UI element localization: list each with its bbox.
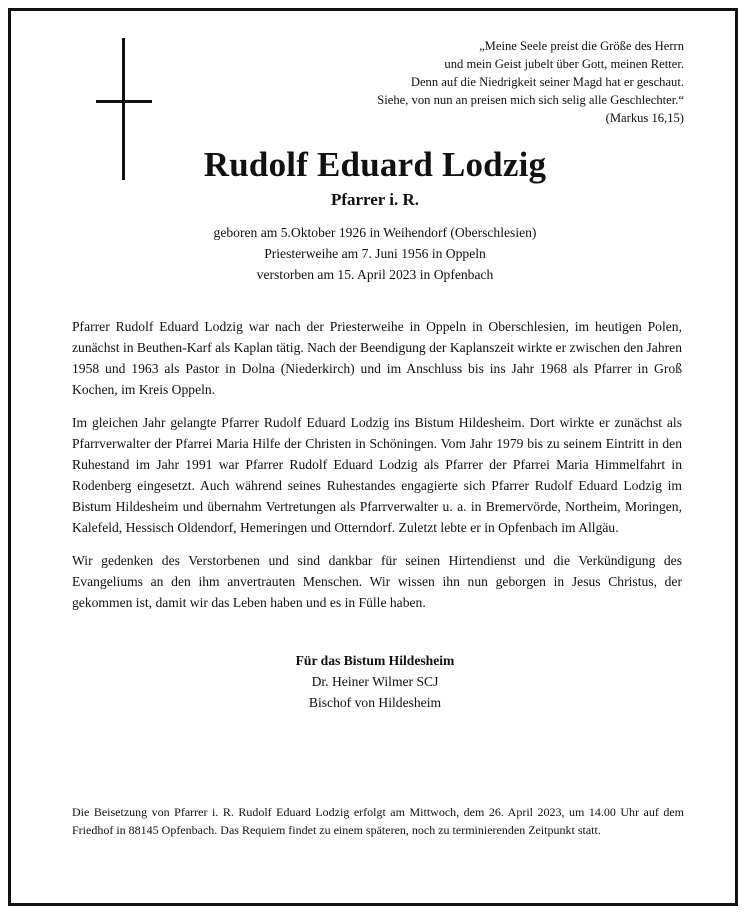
paragraph: Im gleichen Jahr gelangte Pfarrer Rudolf Eduard Lodzig ins Bistum Hildesheim. Dort wirkte er zunächst als Pfarrverwalter der Pfarrei Maria Hilfe der Christen in Schöningen. Vom Jahr 1979 bis zu seinem Eintritt in den Ruhestand im Jahr 1991 war Pfarrer Rudolf Eduard Lodzig als Pfarrer der Pfarrei Maria Himmelfahrt in Rodenberg eingesetzt. Auch während seines Ruhestandes engagierte sich Pfarrer Rudolf Eduard Lodzig im Bistum Hildesheim und übernahm Vertretungen als Pfarrverwalter u. a. in Bremervörde, Northeim, Moringen, Kalefeld, Hessisch Oldendorf, Hemeringen und Otterndorf. Zuletzt lebte er in Opfenbach im Allgäu. xyxy=(72,415,682,535)
signature-name: Dr. Heiner Wilmer SCJ xyxy=(311,674,439,689)
quote-line: „Meine Seele preist die Größe des Herrn xyxy=(479,39,684,53)
quote-line: Siehe, von nun an preisen mich sich selig alle Geschlechter.“ xyxy=(377,93,684,107)
paragraph: Wir gedenken des Verstorbenen und sind dankbar für seinen Hirtendienst und die Verkündigung des Evangeliums an den ihm anvertrauten Menschen. Wir wissen ihn nun geborgen in Jesus Christus, der gekommen ist, damit wir das Leben haben und es in Fülle haben. xyxy=(72,553,682,610)
burial-note xyxy=(72,803,684,839)
life-dates xyxy=(0,222,750,285)
quote-line: und mein Geist jubelt über Gott, meinen Retter. xyxy=(444,57,684,71)
signature-role: Bischof von Hildesheim xyxy=(308,695,442,710)
quote-line: Denn auf die Niedrigkeit seiner Magd hat er geschaut. xyxy=(410,75,684,89)
obituary-text xyxy=(72,316,682,625)
signature-block xyxy=(0,650,750,713)
quote-reference: (Markus 16,15) xyxy=(605,111,684,125)
burial-text: Die Beisetzung von Pfarrer i. R. Rudolf Eduard Lodzig erfolgt am Mittwoch, dem 26. April 2023, um 14.00 Uhr auf dem Friedhof in 88145 Opfenbach. Das Requiem findet zu einem späteren, noch zu terminierenden Zeitpunkt statt. xyxy=(72,805,684,837)
deceased-name: Rudolf Eduard Lodzig xyxy=(203,145,547,184)
bible-quote xyxy=(264,37,684,127)
signature-org: Für das Bistum Hildesheim xyxy=(295,653,455,668)
birth-line: geboren am 5.Oktober 1926 in Weihendorf (Oberschlesien) xyxy=(213,225,537,240)
death-line: verstorben am 15. April 2023 in Opfenbach xyxy=(256,267,494,282)
ordination-line: Priesterweihe am 7. Juni 1956 in Oppeln xyxy=(264,246,486,261)
paragraph: Pfarrer Rudolf Eduard Lodzig war nach der Priesterweihe in Oppeln in Oberschlesien, im heutigen Polen, zunächst in Beuthen-Karf als Kaplan tätig. Nach der Beendigung der Kaplanszeit wirkte er zwischen den Jahren 1958 und 1963 als Pastor in Dolna (Niederkirch) und im Anschluss bis ins Jahr 1968 als Pfarrer in Groß Kochen, im Kreis Oppeln. xyxy=(72,319,682,397)
deceased-title: Pfarrer i. R. xyxy=(330,190,420,209)
